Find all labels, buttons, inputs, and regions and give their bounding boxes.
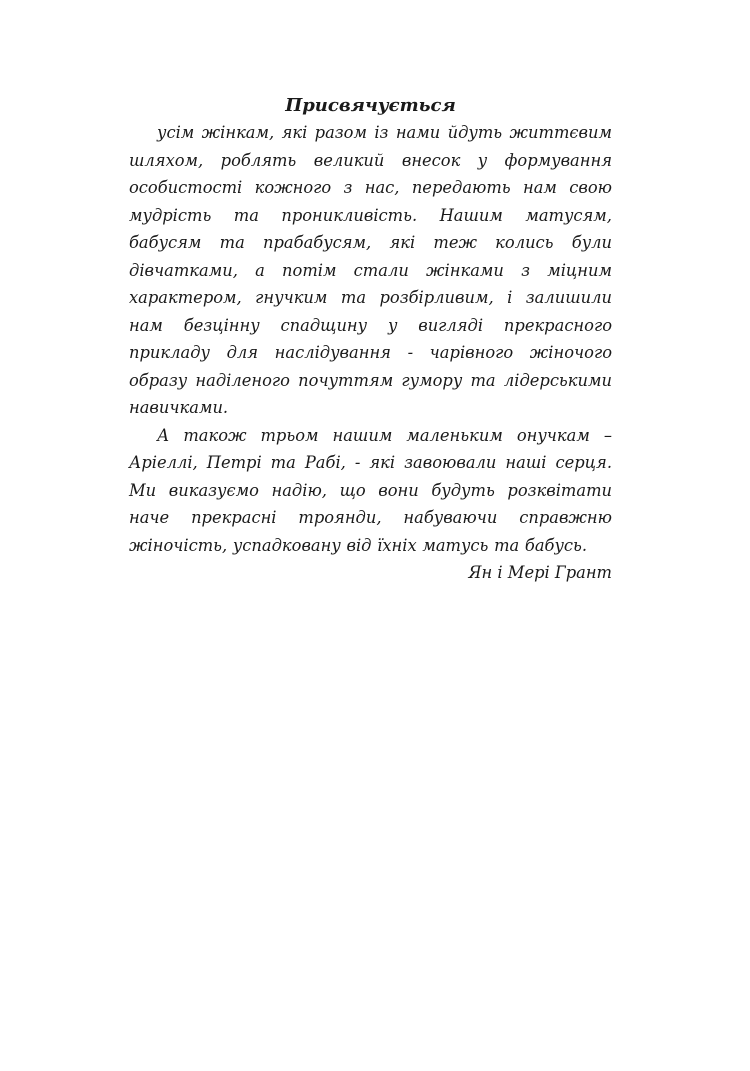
dedication-title: Присвячується [285,95,456,116]
dedication-block [129,93,612,587]
dedication-paragraph-2: А також трьом нашим маленьким онучкам – Аріеллі, Петрі та Рабі, - які завоювали наші серця. Ми виказуємо надію, що вони будуть розквітати наче прекрасні троянди, набуваючи справжню жіночість, успадковану від їхніх матусь та бабусь. [129,425,612,555]
dedication-signature: Ян і Мері Грант [468,563,612,582]
dedication-paragraph-1: усім жінкам, які разом із нами йдуть життєвим шляхом, роблять великий внесок у формування особистості кожного з нас, передають нам свою мудрість та проникливість. Нашим матусям, бабусям та прабабусям, які теж колись були дівчатками, а потім стали жінками з міцним характером, гнучким та розбірливим, і залишили нам безцінну спадщину у вигляді прекрасного прикладу для наслідування - чарівного жіночого образу наділеного почуттям гумору та лідерськими навичками. [129,123,612,417]
